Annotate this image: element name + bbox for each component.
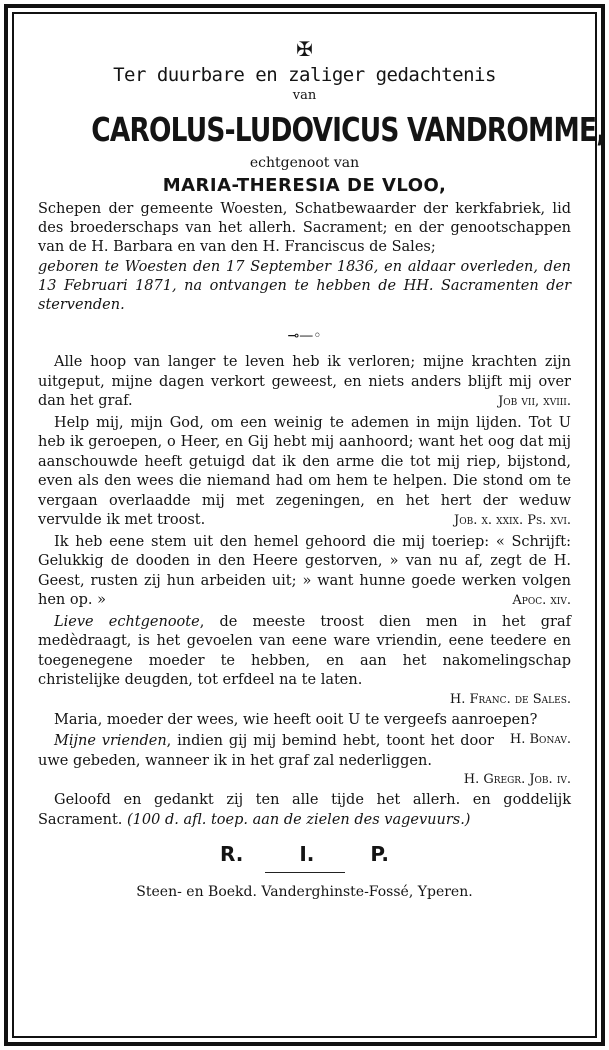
- verse-reference: H. Franc. de Sales.: [449, 691, 571, 707]
- verse-reference: Job vii, xviii.: [498, 394, 571, 409]
- verse-reference: H. Bonav.: [509, 732, 571, 747]
- verse-reference: Job. x. xxix. Ps. xvi.: [454, 513, 571, 528]
- verse-lead: Lieve echtgenoote: [54, 613, 200, 630]
- printer-credit: Steen- en Boekd. Vanderghinste-Fossé, Yperen.: [136, 884, 473, 900]
- biography: Schepen der gemeente Woesten, Schatbewaarder der kerkfabriek, lid des broederschaps van het allerh. Sacrament; en der genootschappen van de H. Barbara en van den H. Franciscus de Sales;: [38, 201, 571, 255]
- indulgence-note: (100 d. afl. toep. aan de zielen des vagevuurs.): [122, 811, 471, 828]
- rip-letter: I.: [299, 842, 315, 866]
- rip-letter: R.: [219, 842, 244, 866]
- verse-reference: H. Gregr. Job. iv.: [463, 772, 571, 787]
- verse-text: Maria, moeder der wees, wie heeft ooit U te vergeefs aanroepen?: [54, 711, 538, 728]
- verse-paragraph: [38, 414, 571, 531]
- separator-rule: [265, 872, 345, 873]
- verse-text: Alle hoop van langer te leven heb ik verloren; mijne krachten zijn uitgeput, mijne dagen verkort geweest, en niets anders blijft mij over dan het graf.: [38, 354, 571, 409]
- verse-paragraph: [38, 732, 571, 789]
- verse-paragraph: [38, 613, 571, 709]
- rip-line: [38, 842, 571, 866]
- memorial-intro: Ter duurbare en zaliger gedachtenis: [113, 64, 496, 86]
- memorial-card: [38, 37, 606, 901]
- verse-text: , de meeste troost dien men in het graf medèdraagt, is het gevoelen van eene ware vriendin, eene teedere en toegenegene moeder te hebben, en aan het nakomelingschap christelijke deugden, tot erfdeel na te laten.: [38, 613, 571, 688]
- verse-text: Ik heb eene stem uit den hemel gehoord die mij toeriep: « Schrijft: Gelukkig de dooden in den Heere gestorven, » van nu af, zegt de H. Geest, rusten zij hun arbeiden uit; » want hunne goede werken volgen hen op. »: [38, 533, 571, 608]
- deceased-name: CAROLUS-LUDOVICUS VANDROMME,: [91, 110, 606, 149]
- verse-paragraph: [38, 533, 571, 611]
- verse-text: Geloofd en gedankt zij ten alle tijde het allerh. en goddelijk Sacrament.: [38, 792, 571, 828]
- van-text: van: [292, 88, 317, 103]
- verse-lead: Mijne vrienden: [54, 733, 167, 749]
- birth-death-dates: geboren te Woesten den 17 September 1836, en aldaar overleden, den 13 Februari 1871, na ontvangen te hebben de HH. Sacramenten der stervenden.: [38, 259, 571, 313]
- cross-icon: ✠: [296, 37, 313, 61]
- verse-paragraph: [38, 791, 571, 830]
- verse-text: , indien gij mij bemind hebt, toont het door uwe gebeden, wanneer ik in het graf zal nederliggen.: [38, 733, 494, 769]
- spouse-intro: echtgenoot van: [249, 155, 360, 171]
- verse-text: Help mij, mijn God, om een weinig te ademen in mijn lijden. Tot U heb ik geroepen, o Heer, en Gij hebt mij aanhoord; want het oog dat mij aanschouwde heeft getuigd dat ik den arme die tot mij riep, bijstond, even als den wees die niemand had om hem te helpen. Die stond om te vergaan overlaadde mij met zegeningen, en het hert der weduw vervulde ik met troost.: [38, 414, 571, 528]
- ornament-divider: ⊸—◦: [287, 328, 322, 344]
- verse-paragraph: [38, 353, 571, 412]
- rip-letter: P.: [370, 842, 389, 866]
- spouse-name: MARIA-THERESIA DE VLOO,: [162, 175, 447, 196]
- verse-reference: Apoc. xiv.: [512, 593, 571, 608]
